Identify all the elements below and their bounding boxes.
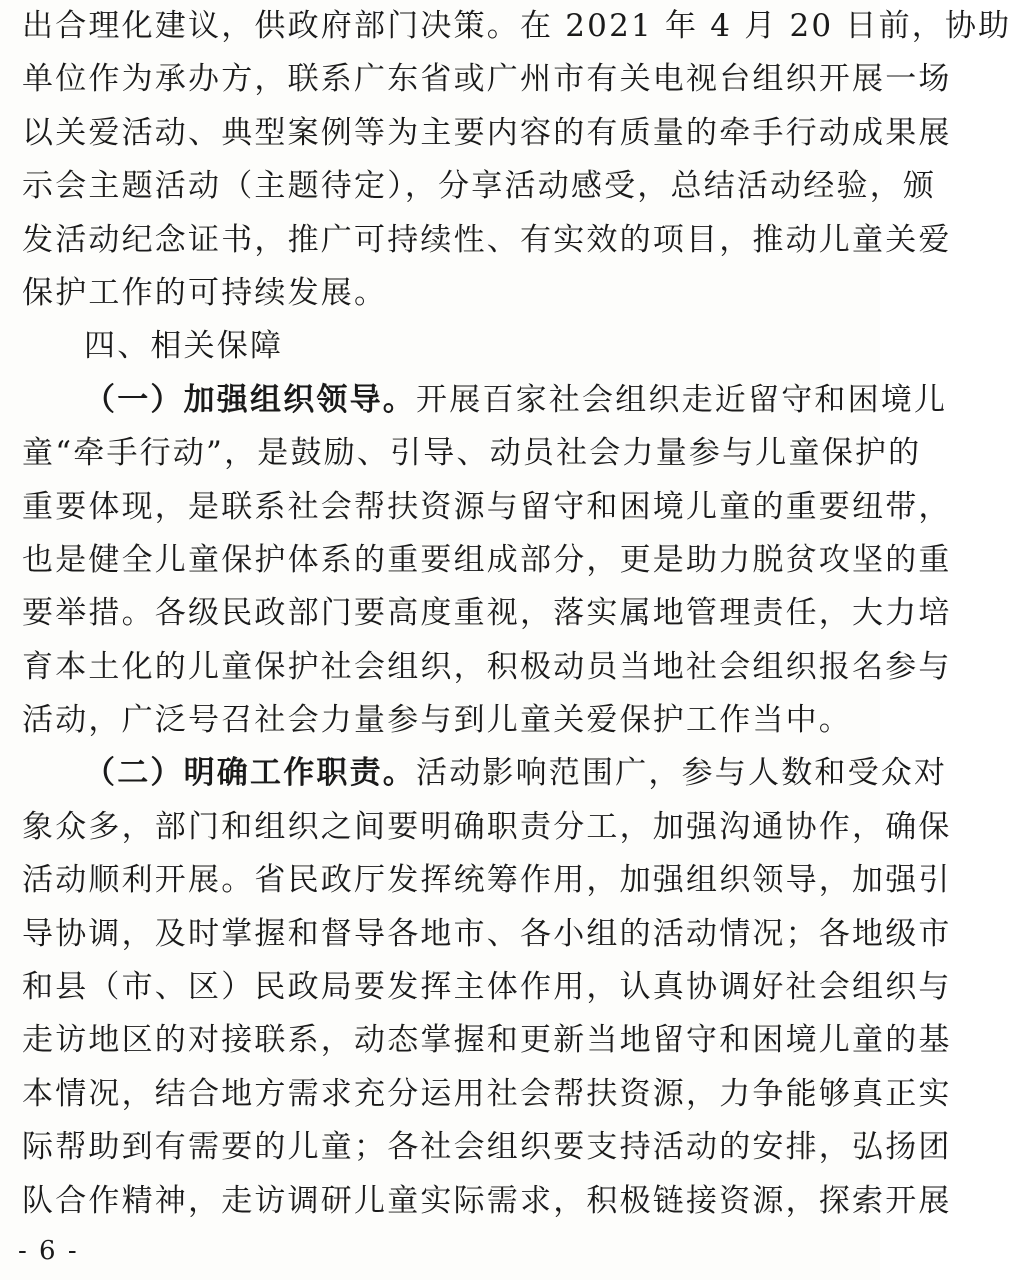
page-number: - 6 - (18, 1236, 79, 1266)
paragraph-line (22, 747, 948, 800)
body-line: 童“牵手行动”，是鼓励、引导、动员社会力量参与儿童保护的 (22, 435, 922, 472)
body-line: 际帮助到有需要的儿童；各社会组织要支持活动的安排，弘扬团 (22, 1129, 952, 1166)
body-line: 队合作精神，走访调研儿童实际需求，积极链接资源，探索开展 (22, 1182, 952, 1219)
body-line: 也是健全儿童保护体系的重要组成部分，更是助力脱贫攻坚的重 (22, 541, 952, 578)
body-line: 要举措。各级民政部门要高度重视，落实属地管理责任，大力培 (22, 595, 952, 632)
body-line: 活动，广泛号召社会力量参与到儿童关爱保护工作当中。 (22, 702, 852, 739)
subheading-work-responsibilities: （二）明确工作职责。 (84, 755, 416, 792)
subheading-organization-leadership: （一）加强组织领导。 (84, 381, 416, 418)
body-line: 重要体现，是联系社会帮扶资源与留守和困境儿童的重要纽带， (22, 488, 952, 525)
body-line: 活动顺利开展。省民政厅发挥统筹作用，加强组织领导，加强引 (22, 862, 952, 899)
body-line: 育本土化的儿童保护社会组织，积极动员当地社会组织报名参与 (22, 648, 952, 685)
body-line: 导协调，及时掌握和督导各地市、各小组的活动情况；各地级市 (22, 915, 952, 952)
body-line: 象众多，部门和组织之间要明确职责分工，加强沟通协作，确保 (22, 808, 952, 845)
body-line: 以关爱活动、典型案例等为主要内容的有质量的牵手行动成果展 (22, 114, 952, 151)
body-line: 和县（市、区）民政局要发挥主体作用，认真协调好社会组织与 (22, 969, 952, 1006)
document-body (22, 0, 1011, 1228)
body-line: 走访地区的对接联系，动态掌握和更新当地留守和困境儿童的基 (22, 1022, 952, 1059)
body-line: 示会主题活动（主题待定），分享活动感受，总结活动经验，颁 (22, 168, 937, 205)
body-line: 单位作为承办方，联系广东省或广州市有关电视台组织开展一场 (22, 61, 952, 98)
body-text: 开展百家社会组织走近留守和困境儿 (416, 381, 948, 418)
body-text: 活动影响范围广，参与人数和受众对 (416, 755, 948, 792)
body-line: 本情况，结合地方需求充分运用社会帮扶资源，力争能够真正实 (22, 1075, 952, 1112)
body-line: 保护工作的可持续发展。 (22, 274, 388, 311)
body-line: 发活动纪念证书，推广可持续性、有实效的项目，推动儿童关爱 (22, 221, 952, 258)
body-line: 出合理化建议，供政府部门决策。在 2021 年 4 月 20 日前，协助 (22, 8, 1011, 44)
paragraph-line (22, 374, 948, 427)
section-heading: 四、相关保障 (84, 328, 284, 365)
